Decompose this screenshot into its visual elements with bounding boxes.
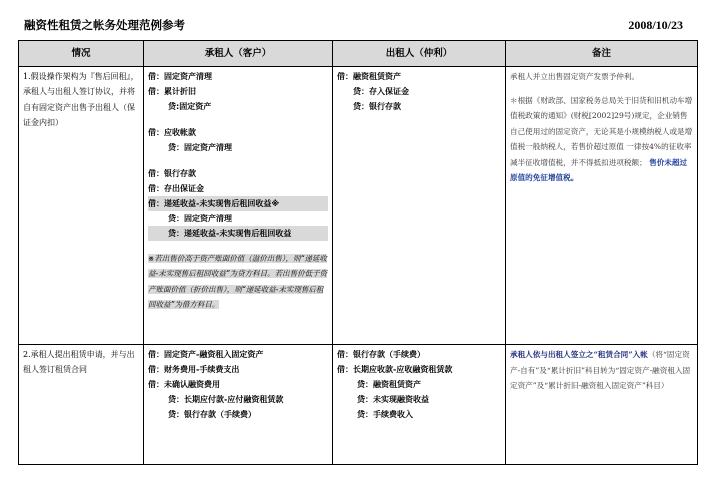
column-header-lessee: 承租人（客户） [144, 41, 333, 67]
column-header-lessor: 出租人（仲利） [333, 41, 506, 67]
column-header-situation: 情况 [19, 41, 144, 67]
journal-line: 借：未确认融资费用 [148, 380, 220, 389]
journal-line: 贷：固定资产清理 [168, 214, 232, 223]
lessee-entries-cell [144, 345, 333, 465]
lessor-entries-cell [333, 345, 506, 465]
remarks-cell [506, 345, 698, 465]
remark-emphasis: 售价未超过原值的免征增值税。 [510, 157, 688, 182]
document-title: 融资性租赁之帐务处理范例参考 [24, 18, 185, 32]
journal-line: 贷：银行存款（手续费） [168, 410, 256, 419]
journal-line: 贷：存入保证金 [353, 87, 409, 96]
journal-line-highlighted: 贷：递延收益-未实现售后租回收益 [148, 226, 328, 241]
remarks-text [510, 347, 693, 394]
journal-line: 贷:固定资产 [168, 102, 212, 111]
remarks-text [510, 69, 693, 186]
journal-line: 贷：手续费收入 [357, 410, 413, 419]
remark-paragraph: ＊根据《财政部、国家税务总局关于旧货和旧机动车增值税政策的通知》(财税[2002]29号)规定，企业销售自己使用过的固定资产，无论其是小规模纳税人或是增值税一般纳税人，若售价超过原值 一律按4%的征收率减半征收增值税，并不得抵扣进项税额； [510, 95, 693, 167]
situation-text: 2.承租人提出租赁申请，并与出租人签订租赁合同 [23, 350, 135, 375]
lessor-entries-cell [333, 67, 506, 345]
journal-line: 贷：融资租赁资产 [357, 380, 421, 389]
remark-paragraph: 承租人并立出售固定资产发票予仲利。 [510, 72, 640, 81]
journal-line: 借：银行存款 [148, 169, 196, 178]
situation-cell [19, 345, 144, 465]
journal-line: 借：累计折旧 [148, 87, 196, 96]
table-row [19, 67, 698, 345]
journal-line: 借：固定资产-融资租入固定资产 [148, 350, 264, 359]
table-row [19, 345, 698, 465]
accounting-table [18, 40, 698, 465]
journal-line: 借：财务费用-手续费支出 [148, 365, 240, 374]
document-date: 2008/10/23 [628, 18, 683, 32]
journal-line: 借：应收帐款 [148, 128, 196, 137]
journal-line: 贷：银行存款 [353, 102, 401, 111]
situation-text: 1.假设操作架构为『售后回租』，承租人与出租人签订协议，并将自有固定资产出售予出租人（保证金内扣） [23, 72, 139, 127]
table-header-row [19, 41, 698, 67]
journal-line: 借：固定资产清理 [148, 72, 212, 81]
remark-paragraph: （将“固定资产-自有”及“累计折旧”科目转为“固定资产-融资租入固定资产”及“累计折旧-融资租入固定资产”科目） [510, 350, 691, 390]
lessee-footnote [148, 251, 328, 312]
journal-line: 借：长期应收款-应收融资租赁款 [337, 365, 453, 374]
journal-line: 贷：未实现融资收益 [357, 395, 429, 404]
remark-emphasis: 承租人依与出租人签立之“租赁合同”入帐 [510, 350, 648, 359]
journal-line: 借：融资租赁资产 [337, 72, 401, 81]
lessee-entries-cell [144, 67, 333, 345]
journal-line: 借：存出保证金 [148, 184, 204, 193]
journal-line-highlighted: 借：递延收益-未实现售后租回收益※ [148, 196, 328, 211]
journal-line: 贷：固定资产清理 [168, 143, 232, 152]
remarks-cell [506, 67, 698, 345]
journal-line: 借：银行存款（手续费） [337, 350, 425, 359]
column-header-remarks: 备注 [506, 41, 698, 67]
journal-line: 贷：长期应付款-应付融资租赁款 [168, 395, 284, 404]
situation-cell [19, 67, 144, 345]
footnote-text: ※若出售价高于资产账面价值（溢价出售），则“递延收益-未实现售后租回收益”为贷方科目。若出售价低于资产账面价值（折价出售），则“递延收益-未实现售后租回收益”为借方科目。 [148, 254, 328, 309]
